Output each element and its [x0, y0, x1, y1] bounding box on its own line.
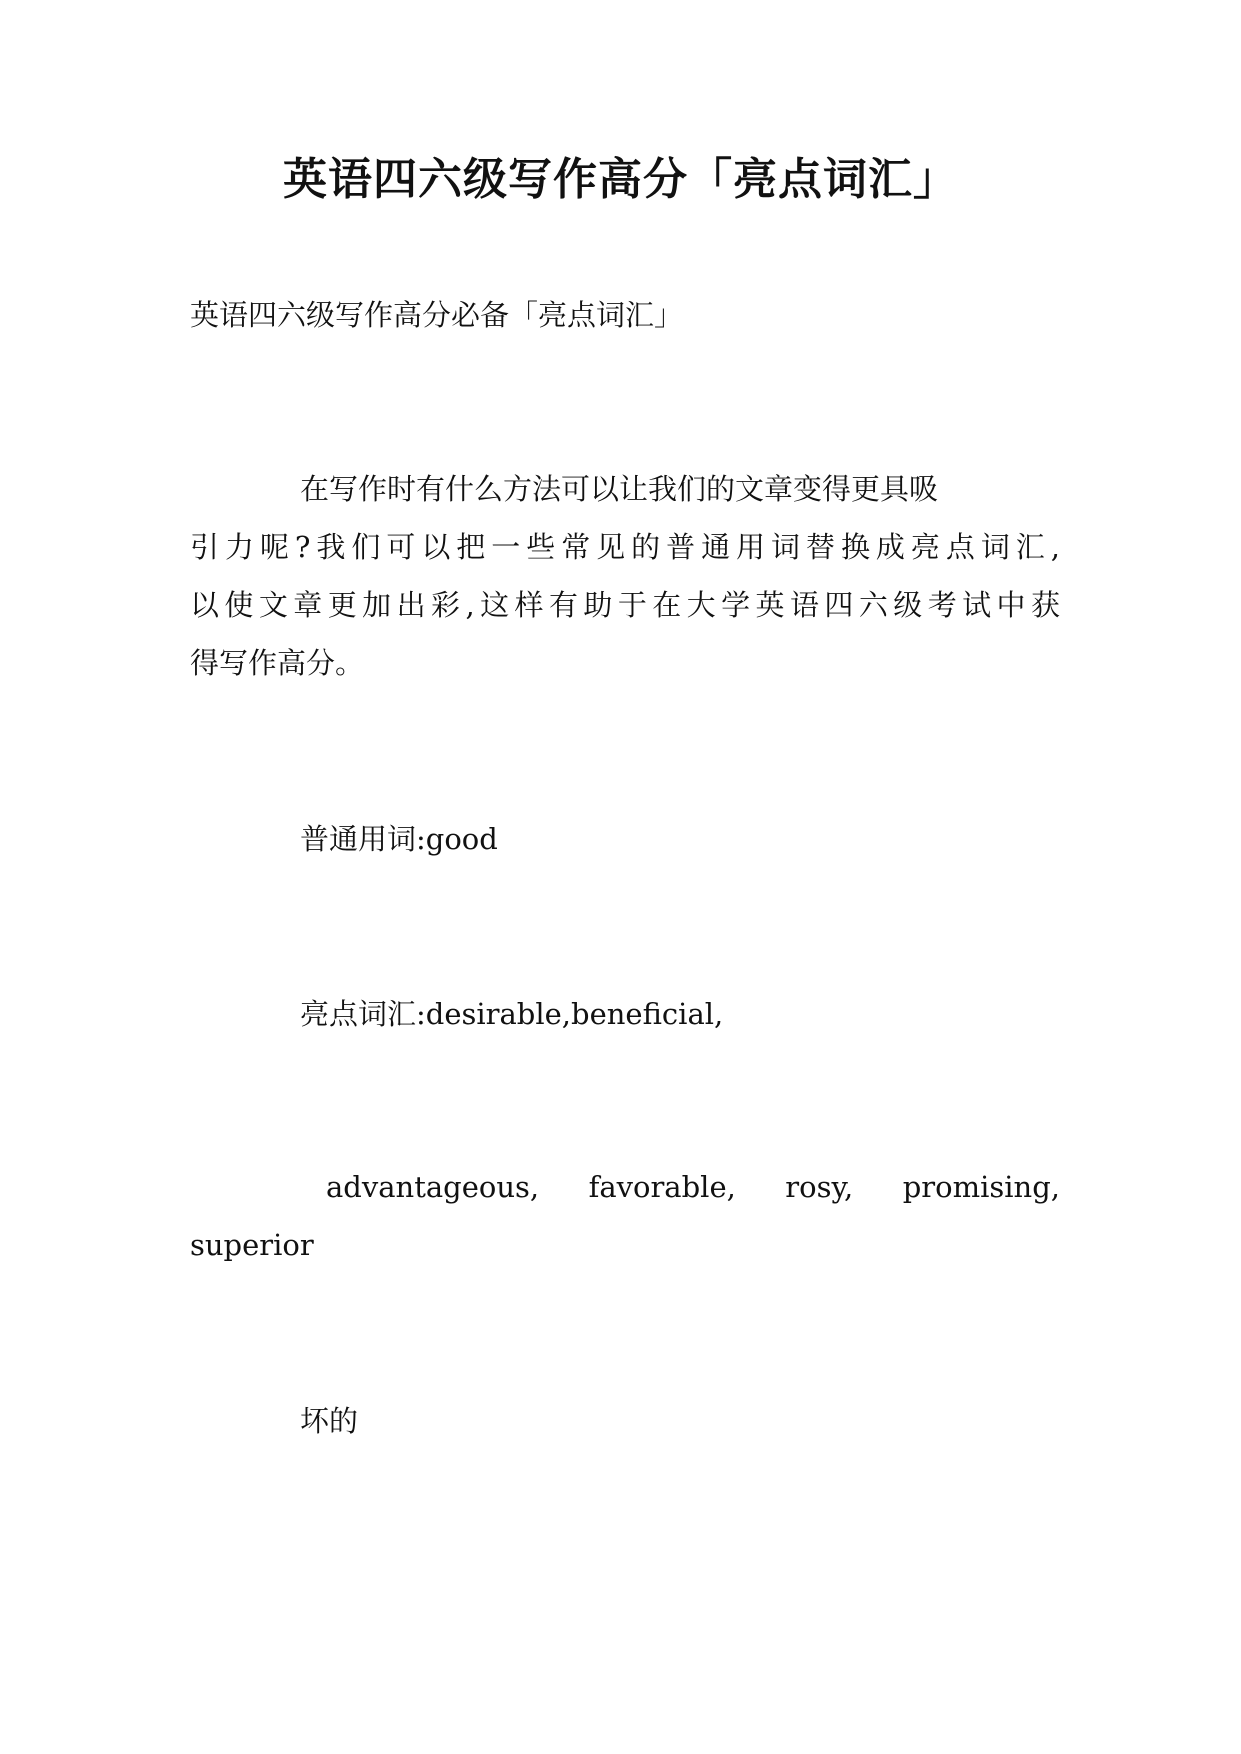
highlight-words-line: 亮点词汇:desirable,beneficial, [300, 997, 724, 1031]
intro-line-3: 以使文章更加出彩,这样有助于在大学英语四六级考试中获 [190, 588, 1060, 622]
intro-line-1: 在写作时有什么方法可以让我们的文章变得更具吸 [300, 472, 939, 506]
intro-line-4: 得写作高分。 [190, 646, 365, 680]
more-words-line: advantageous, favorable, rosy, promising, [326, 1170, 1060, 1204]
more-words-continuation: superior [190, 1228, 314, 1262]
common-word-line: 普通用词:good [300, 822, 498, 856]
page-title: 英语四六级写作高分「亮点词汇」 [283, 154, 958, 205]
intro-line-2: 引力呢?我们可以把一些常见的普通用词替换成亮点词汇, [190, 530, 1060, 564]
subtitle: 英语四六级写作高分必备「亮点词汇」 [190, 298, 684, 332]
next-heading: 坏的 [300, 1404, 359, 1438]
